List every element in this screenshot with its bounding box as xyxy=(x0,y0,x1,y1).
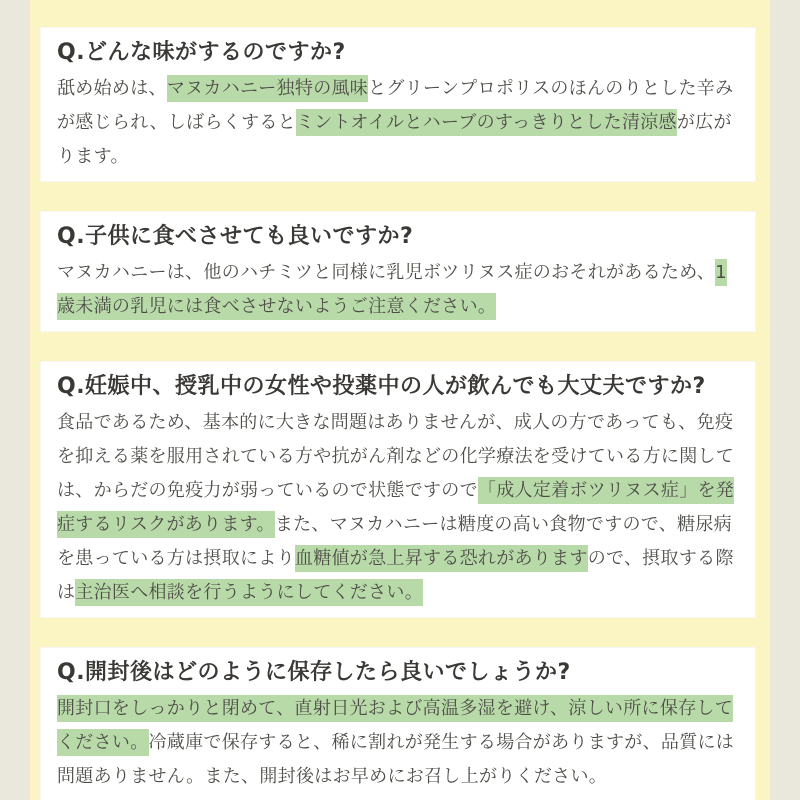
answer-segment: 食品であるため、基本的に大きな問題はありませんが、成人の方であっても、免疫を抑える薬を服用されている方や抗がん剤などの化学療法を受けている方に関しては、からだの免疫力が弱っているので状態ですので xyxy=(57,412,735,501)
answer-segment: とグリーンプロポリスのほんのりとした辛みが感じられ、しばらくすると xyxy=(57,78,734,133)
answer-highlight: マヌカハニー独特の風味 xyxy=(167,75,368,102)
answer-highlight: 血糖値が急上昇する恐れがあります xyxy=(295,545,588,572)
faq-card-1 xyxy=(40,27,756,182)
answer-highlight: ミントオイルとハーブのすっきりとした清涼感 xyxy=(296,109,677,136)
answer-segment: また、マヌカハニーは糖度の高い食物ですので、糖尿病を患っている方は摂取により xyxy=(57,514,732,569)
answer-highlight: 開封口をしっかりと閉めて、直射日光および高温多湿を避け、涼しい所に保存してください。 xyxy=(57,695,733,756)
question-title: Q.妊娠中、授乳中の女性や投薬中の人が飲んでも大丈夫ですか? xyxy=(57,374,706,399)
answer-segment: 舐め始めは、 xyxy=(57,78,167,99)
faq-panel xyxy=(30,0,770,800)
question-title: Q.開封後はどのように保存したら良いでしょうか? xyxy=(57,660,571,685)
faq-card-4 xyxy=(40,647,756,800)
answer-text xyxy=(55,692,743,794)
question-title: Q.どんな味がするのですか? xyxy=(57,40,346,65)
answer-segment: ので、摂取する際は xyxy=(57,548,734,603)
faq-card-2 xyxy=(40,211,756,332)
answer-text xyxy=(55,406,743,610)
answer-text xyxy=(55,72,743,174)
question-title: Q.子供に食べさせても良いですか? xyxy=(57,224,414,249)
answer-segment: が広がります。 xyxy=(57,112,732,167)
answer-text xyxy=(55,256,743,324)
answer-segment: マヌカハニーは、他のハチミツと同様に乳児ボツリヌス症のおそれがあるため、 xyxy=(57,262,716,283)
answer-highlight: 1歳未満の乳児には食べさせないようご注意ください。 xyxy=(57,259,727,320)
answer-highlight: 「成人定着ボツリヌス症」を発症するリスクがあります。 xyxy=(57,477,734,538)
faq-card-3 xyxy=(40,361,756,618)
answer-segment: 冷蔵庫で保存すると、稀に割れが発生する場合がありますが、品質には問題ありません。また、開封後はお早めにお召し上がりください。 xyxy=(57,732,735,787)
answer-highlight: 主治医へ相談を行うようにしてください。 xyxy=(75,579,423,606)
